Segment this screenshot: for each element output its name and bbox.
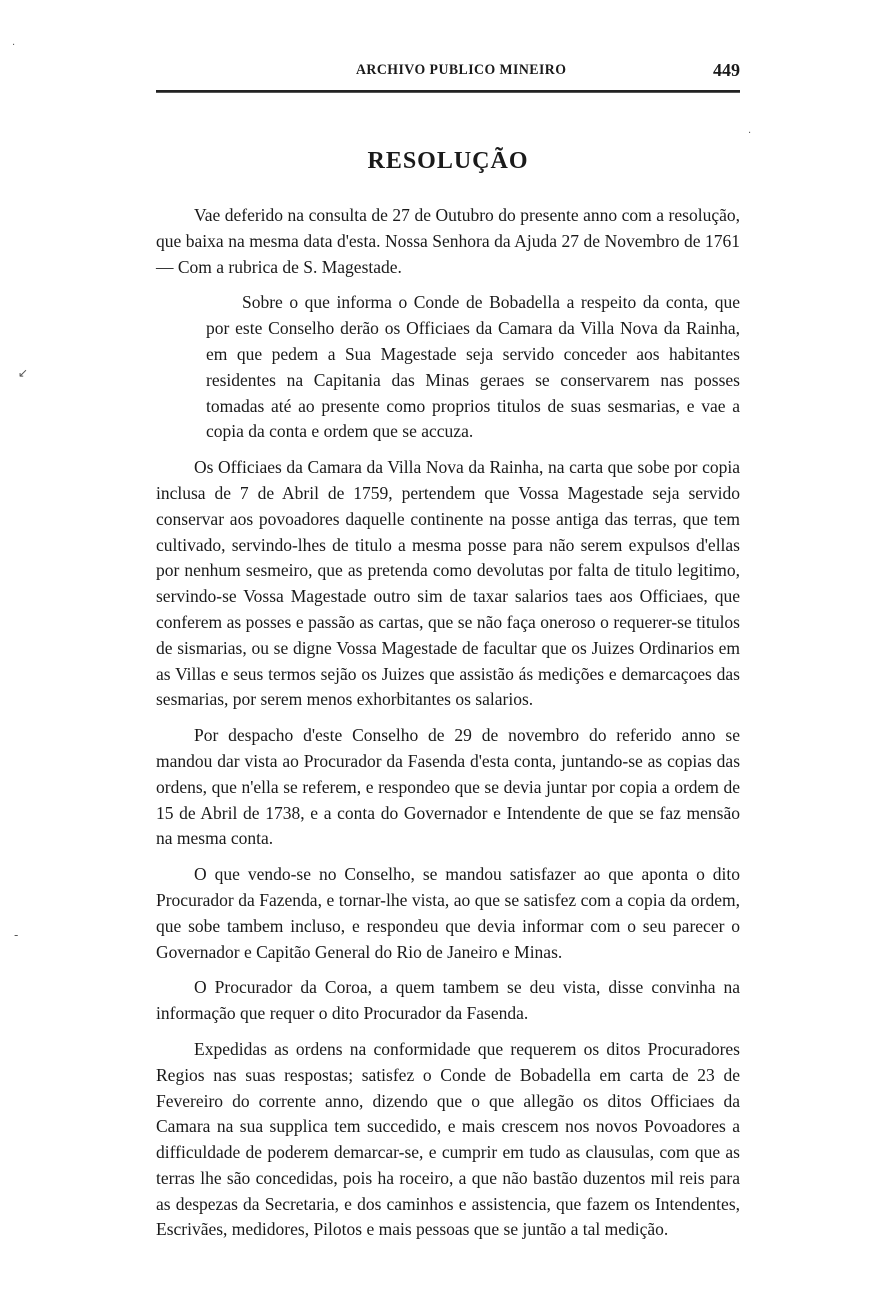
body-paragraph: O Procurador da Coroa, a quem tambem se deu vista, disse convinha na informação que requer o dito Procurador da Fasenda. — [156, 977, 740, 1024]
body-paragraph: Expedidas as ordens na conformidade que requerem os ditos Procuradores Regios nas suas respostas; satisfez o Conde de Bobadella em carta de 23 de Fevereiro do corrente anno, dizendo que o que allegão os ditos Officiaes da Camara na sua supplica tem succedido, e mais crescem nos novos Povoadores a difficuldade de poderem demarcar-se, e cumprir em tudo as clausulas, com que as terras lhe são concedidas, pois ha roceiro, a que não bastão duzentos mil reis para as despezas da Secretaria, e dos caminhos e assistencia, que fazem os Intendentes, Escrivães, medidores, Pilotos e mais pessoas que se juntão a tal medição. — [156, 1038, 740, 1240]
margin-speck: ↙ — [18, 366, 29, 380]
body-paragraph: Por despacho d'este Conselho de 29 de novembro do referido anno se mandou dar vista ao Procurador da Fasenda d'esta conta, juntando-se as copias das ordens, que n'ella se referem, e respondeo que se devia juntar por copia a ordem de 15 de Abril de 1738, e a conta do Governador e Intendente de que se faz mensão na mesma conta. — [156, 725, 740, 849]
margin-speck: · — [748, 128, 752, 139]
page-number: 449 — [713, 60, 740, 80]
running-header — [156, 60, 740, 90]
margin-speck: ‐ — [14, 928, 19, 942]
document-page — [156, 60, 740, 1253]
body-paragraph: O que vendo-se no Conselho, se mandou satisfazer ao que aponta o dito Procurador da Fazenda, e tornar-lhe vista, ao que se satisfez com a copia da ordem, que sobe tambem incluso, e respondeu que devia informar com o seu parecer o Governador e Capitão General do Rio de Janeiro e Minas. — [156, 864, 740, 962]
running-title: ARCHIVO PUBLICO MINEIRO — [356, 62, 567, 78]
body-paragraph: Os Officiaes da Camara da Villa Nova da Rainha, na carta que sobe por copia inclusa de 7 de Abril de 1759, pertendem que Vossa Magestade seja servido conservar aos povoadores daquelle continente na posse antiga das terras, que tem cultivado, servindo-lhes de titulo a mesma posse para não serem expulsos d'ellas por nenhum sesmeiro, que as pretenda como devolutas por falta de titulo legitimo, servindo-se Vossa Magestade outro sim de taxar salarios taes aos Officiaes, que conferem as posses e passão as cartas, que se não faça oneroso o requerer-se titulos de sismarias, ou se digne Vossa Magestade de facultar que os Juizes Ordinarios em as Villas e seus termos sejão os Juizes que assistão ás medições e demarcaçoes das sesmarias, por serem menos exhorbitantes os salarios. — [156, 457, 740, 710]
margin-speck: · — [12, 40, 16, 51]
summary-block: Sobre o que informa o Conde de Bobadella a respeito da conta, que por este Conselho derão os Officiaes da Camara da Villa Nova da Rainha, em que pedem a Sua Magestade seja servido conceder aos habitantes residentes na Capitania das Minas geraes se conservarem nas posses tomadas até ao presente como proprios titulos de suas sesmarias, e vae a copia da conta e ordem que se accuza. — [206, 292, 740, 442]
document-heading: RESOLUÇÃO — [367, 148, 529, 174]
header-rule — [156, 90, 740, 93]
resolution-paragraph: Vae deferido na consulta de 27 de Outubro do presente anno com a resolução, que baixa na mesma data d'esta. Nossa Senhora da Ajuda 27 de Novembro de 1761 — Com a rubrica de S. Magestade. — [156, 205, 740, 277]
